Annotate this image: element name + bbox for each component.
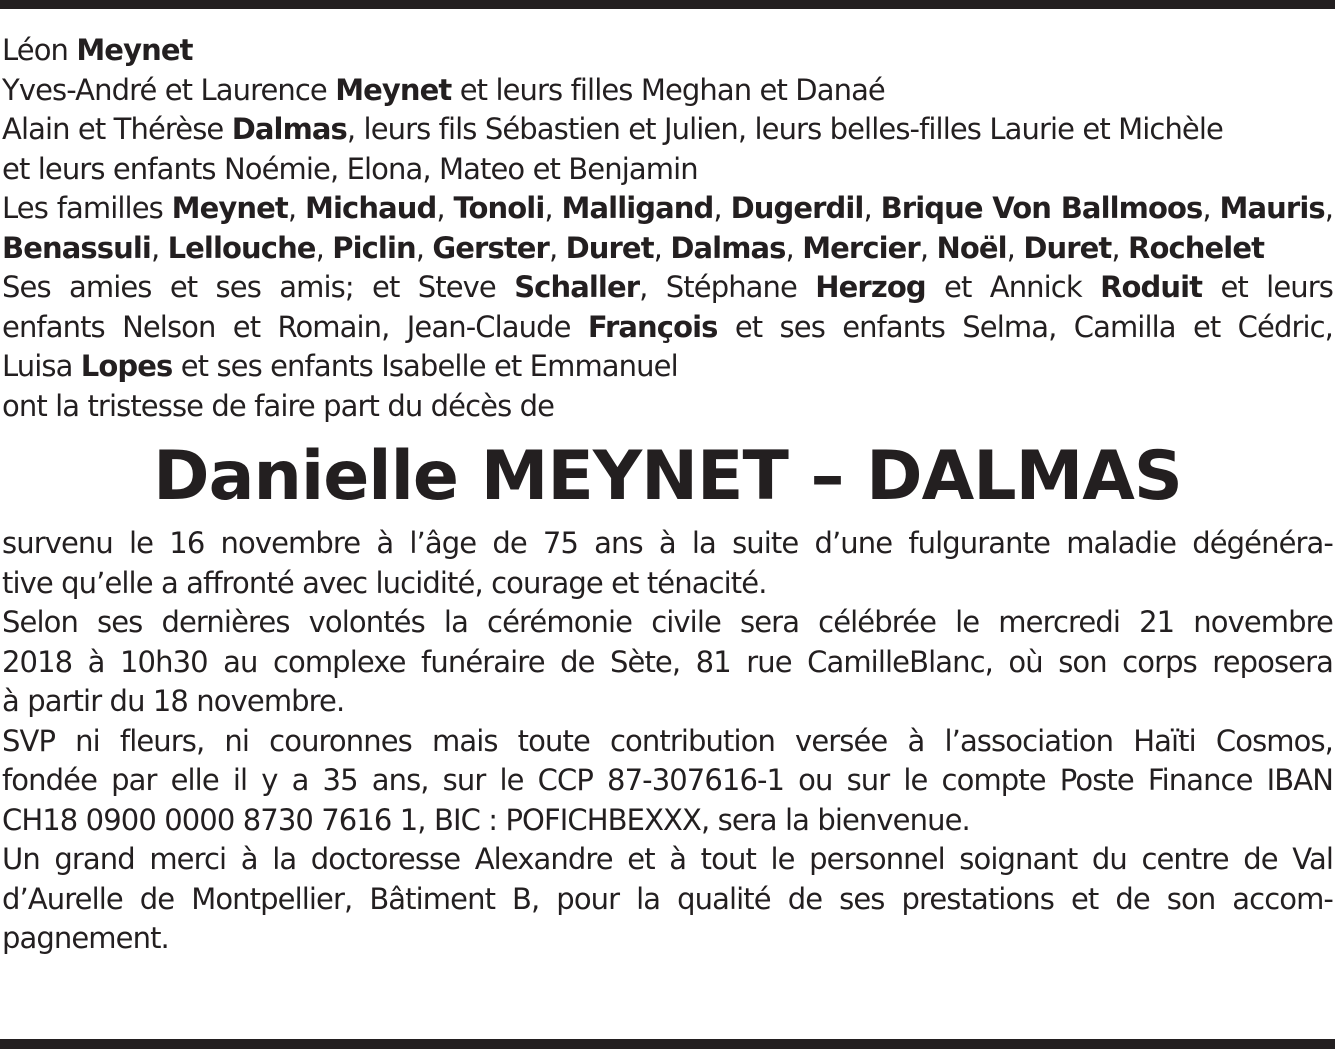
families-line: Les familles Meynet, Michaud, Tonoli, Malligand, Dugerdil, Brique Von Ballmoos, Mauris, xyxy=(2,191,1334,225)
surname: Mercier xyxy=(802,230,920,265)
surname: Mauris xyxy=(1219,191,1325,225)
ceremony-paragraph xyxy=(2,603,1333,722)
surname: Lellouche xyxy=(167,230,316,265)
surname: François xyxy=(587,309,718,344)
family-list xyxy=(2,31,1333,426)
friends-line xyxy=(2,268,1333,308)
text-line: Selon ses dernières volontés la cérémonie civile sera célébrée le mercredi 21 novembre xyxy=(2,605,1333,639)
deceased-name: Danielle MEYNET – DALMAS xyxy=(153,437,1182,516)
announcement-line: ont la tristesse de faire part du décès de xyxy=(2,388,555,423)
family-line xyxy=(2,71,1333,111)
surname: Rochelet xyxy=(1128,230,1265,265)
family-line: et leurs enfants Noémie, Elona, Mateo et Benjamin xyxy=(2,151,698,186)
surname: Dalmas xyxy=(231,112,347,146)
text: , leurs fils Sébastien et Julien, leurs belles-filles Laurie et Michèle xyxy=(346,112,1223,146)
surname: Herzog xyxy=(815,270,926,304)
text: et leurs filles Meghan et Danaé xyxy=(451,72,885,107)
surname: Meynet xyxy=(76,33,193,67)
text: , Stéphane xyxy=(639,270,816,304)
top-rule xyxy=(0,0,1335,9)
surname: Lopes xyxy=(80,349,173,383)
bottom-rule xyxy=(0,1039,1335,1049)
text-line: Un grand merci à la doctoresse Alexandre et à tout le personnel soignant du centre de Val xyxy=(2,842,1333,876)
surname: Meynet xyxy=(335,72,452,107)
text-line: à partir du 18 novembre. xyxy=(2,684,345,718)
text-line: fondée par elle il y a 35 ans, sur le CCP 87-307616-1 ou sur le compte Poste Finance IBAN xyxy=(2,763,1333,797)
family-line xyxy=(2,110,1333,150)
family-line xyxy=(2,31,1333,71)
surname: Brique Von Ballmoos xyxy=(880,191,1203,225)
text: Léon xyxy=(2,33,77,67)
text-line: CH18 0900 0000 8730 7616 1, BIC : POFICHBEXXX, sera la bienvenue. xyxy=(2,802,970,837)
text: Luisa xyxy=(2,349,81,383)
text: Alain et Thérèse xyxy=(2,112,232,146)
text: Ses amies et ses amis; et Steve xyxy=(2,270,515,304)
friends-line xyxy=(2,308,1333,348)
surname: Malligand xyxy=(561,191,714,225)
text-line: 2018 à 10h30 au complexe funéraire de Sète, 81 rue CamilleBlanc, où son corps reposera xyxy=(2,644,1333,679)
friends-line xyxy=(2,347,1333,387)
surname: Noël xyxy=(936,230,1007,265)
surname: Duret xyxy=(565,230,654,265)
text: Yves-André et Laurence xyxy=(2,72,336,107)
surname: Dugerdil xyxy=(730,191,864,225)
text: et ses enfants Isabelle et Emmanuel xyxy=(172,349,678,383)
death-paragraph xyxy=(2,524,1333,603)
surname: Duret xyxy=(1023,230,1112,265)
surname: Roduit xyxy=(1100,270,1203,304)
text-line: tive qu’elle a affronté avec lucidité, courage et ténacité. xyxy=(2,565,767,600)
surname: Benassuli xyxy=(2,230,151,265)
thanks-paragraph xyxy=(2,840,1333,959)
text-line: survenu le 16 novembre à l’âge de 75 ans à la suite d’une fulgurante maladie dégénéra- xyxy=(2,526,1333,560)
surname: Dalmas xyxy=(670,230,786,265)
text-line: pagnement. xyxy=(2,921,169,955)
text: Les familles xyxy=(2,191,172,225)
surname: Michaud xyxy=(305,191,437,225)
surname: Meynet xyxy=(171,191,288,225)
surname: Schaller xyxy=(514,270,640,304)
surname: Piclin xyxy=(332,230,416,265)
donation-paragraph xyxy=(2,722,1333,841)
text-line: d’Aurelle de Montpellier, Bâtiment B, pour la qualité de ses prestations et de son accom- xyxy=(2,881,1333,916)
text: et Annick xyxy=(925,270,1101,304)
families-line: Benassuli, Lellouche, Piclin, Gerster, Duret, Dalmas, Mercier, Noël, Duret, Rochelet xyxy=(2,230,1265,265)
surname: Gerster xyxy=(432,230,549,265)
text: enfants Nelson et Romain, Jean-Claude xyxy=(2,309,588,344)
obituary-notice xyxy=(2,31,1333,959)
surname: Tonoli xyxy=(453,191,545,225)
text-line: SVP ni fleurs, ni couronnes mais toute contribution versée à l’association Haïti Cosmos, xyxy=(2,723,1333,758)
text: et leurs xyxy=(1202,270,1333,304)
text: et ses enfants Selma, Camilla et Cédric, xyxy=(717,309,1333,344)
